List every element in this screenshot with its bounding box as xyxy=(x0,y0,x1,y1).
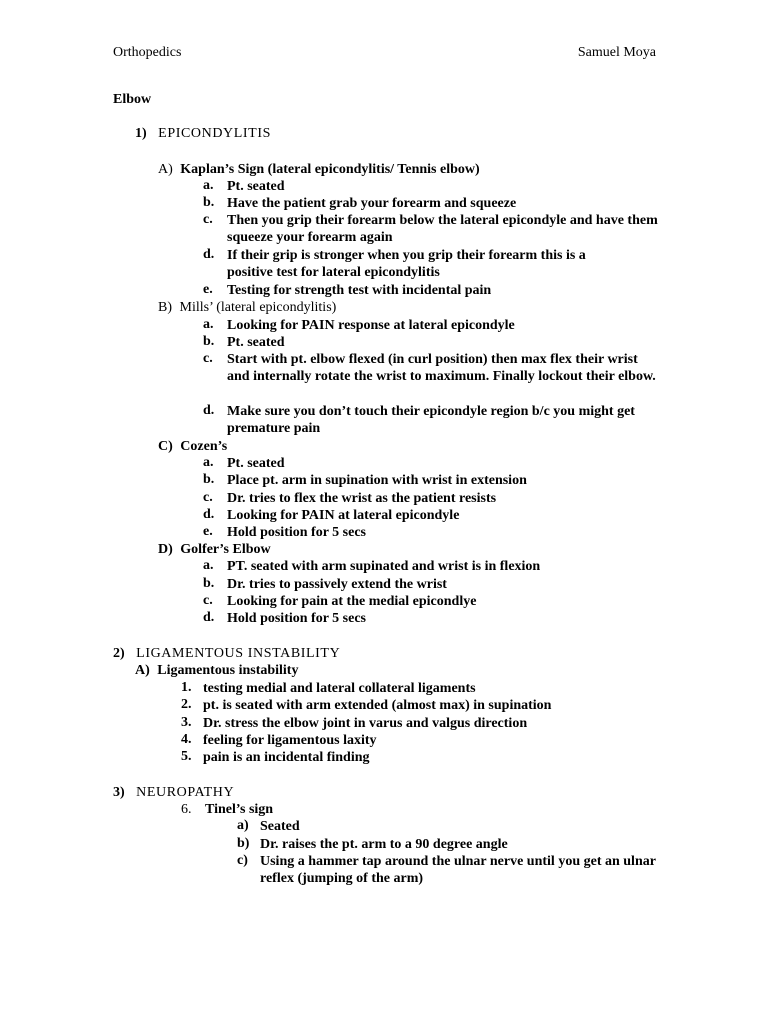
section-heading xyxy=(113,645,340,662)
subsection-marker: C) xyxy=(158,439,173,454)
list-marker: c. xyxy=(203,593,213,608)
list-marker: d. xyxy=(203,247,215,262)
subsection-heading xyxy=(158,541,271,558)
list-text: Place pt. arm in supination with wrist in extension xyxy=(227,473,527,488)
subsection-label: Cozen’s xyxy=(180,439,228,454)
list-text: Dr. tries to flex the wrist as the patient resists xyxy=(227,491,497,506)
list-marker: a. xyxy=(203,558,214,573)
subsection-label: Ligamentous instability xyxy=(157,663,299,678)
subsection-marker: 6. xyxy=(181,802,192,817)
list-text: Start with pt. elbow flexed (in curl position) then max flex their wrist and internally rotate the wrist to maximum. Finally lockout their elbow. xyxy=(227,352,656,385)
list-marker: e. xyxy=(203,524,213,539)
subsection-heading xyxy=(158,161,480,178)
list-text: Seated xyxy=(260,819,300,834)
list-text: Looking for PAIN response at lateral epicondyle xyxy=(227,318,515,333)
subsection-label: Kaplan’s Sign (lateral epicondylitis/ Tennis elbow) xyxy=(180,162,480,177)
section-number: 3) xyxy=(113,785,125,800)
subsection-marker: D) xyxy=(158,542,173,557)
list-text: Hold position for 5 secs xyxy=(227,611,366,626)
subsection-marker: A) xyxy=(158,162,173,177)
list-marker: c. xyxy=(203,212,213,227)
list-text: Hold position for 5 secs xyxy=(227,525,366,540)
subsection-label: Mills’ (lateral epicondylitis) xyxy=(179,300,337,315)
list-text: Have the patient grab your forearm and squeeze xyxy=(227,196,517,211)
list-text: Looking for pain at the medial epicondlye xyxy=(227,594,477,609)
list-text: PT. seated with arm supinated and wrist is in flexion xyxy=(227,559,541,574)
document-title: Elbow xyxy=(113,92,152,107)
subsection-label: Tinel’s sign xyxy=(205,802,274,817)
section-label: LIGAMENTOUS INSTABILITY xyxy=(136,646,341,661)
list-text: Testing for strength test with incidental pain xyxy=(227,283,492,298)
list-marker: 4. xyxy=(181,732,192,747)
list-text: Make sure you don’t touch their epicondyle region b/c you might get premature pain xyxy=(227,404,635,437)
list-marker: a. xyxy=(203,178,214,193)
section-number: 1) xyxy=(135,126,147,141)
section-heading xyxy=(135,125,271,142)
list-marker: b. xyxy=(203,195,215,210)
list-marker: e. xyxy=(203,282,213,297)
list-marker: b) xyxy=(237,836,250,851)
section-label: EPICONDYLITIS xyxy=(158,126,271,141)
subsection-marker: B) xyxy=(158,300,172,315)
section-label: NEUROPATHY xyxy=(136,785,235,800)
list-text: Dr. raises the pt. arm to a 90 degree angle xyxy=(260,837,508,852)
list-marker: c) xyxy=(237,853,248,868)
list-marker: a. xyxy=(203,317,214,332)
subsection-label: Golfer’s Elbow xyxy=(180,542,271,557)
list-marker: d. xyxy=(203,610,215,625)
list-text: testing medial and lateral collateral ligaments xyxy=(203,681,476,696)
list-marker: b. xyxy=(203,576,215,591)
list-marker: a. xyxy=(203,455,214,470)
header-course: Orthopedics xyxy=(113,45,182,60)
list-marker: c. xyxy=(203,351,213,366)
list-marker: b. xyxy=(203,334,215,349)
list-text: Looking for PAIN at lateral epicondyle xyxy=(227,508,460,523)
list-text: feeling for ligamentous laxity xyxy=(203,733,377,748)
section-number: 2) xyxy=(113,646,125,661)
list-text: Pt. seated xyxy=(227,335,285,350)
header-author: Samuel Moya xyxy=(577,45,656,60)
list-text: Pt. seated xyxy=(227,179,285,194)
subsection-heading xyxy=(158,299,336,316)
list-marker: a) xyxy=(237,818,249,833)
subsection-heading xyxy=(181,801,273,818)
list-marker: c. xyxy=(203,490,213,505)
subsection-marker: A) xyxy=(135,663,150,678)
list-text: Using a hammer tap around the ulnar nerve until you get an ulnar reflex (jumping of the arm) xyxy=(260,854,656,887)
list-text: Dr. tries to passively extend the wrist xyxy=(227,577,447,592)
list-marker: 1. xyxy=(181,680,192,695)
list-marker: d. xyxy=(203,507,215,522)
list-text: Then you grip their forearm below the lateral epicondyle and have them squeeze your forearm again xyxy=(227,213,658,246)
list-marker: b. xyxy=(203,472,215,487)
list-text: Pt. seated xyxy=(227,456,285,471)
list-marker: 5. xyxy=(181,749,192,764)
list-text: Dr. stress the elbow joint in varus and valgus direction xyxy=(203,716,528,731)
list-marker: d. xyxy=(203,403,215,418)
section-heading xyxy=(113,784,234,801)
subsection-heading xyxy=(135,662,298,679)
list-text: pt. is seated with arm extended (almost max) in supination xyxy=(203,698,552,713)
list-text: pain is an incidental finding xyxy=(203,750,370,765)
list-text: If their grip is stronger when you grip their forearm this is a positive test for lateral epicondylitis xyxy=(227,248,586,281)
list-marker: 3. xyxy=(181,715,192,730)
list-marker: 2. xyxy=(181,697,192,712)
subsection-heading xyxy=(158,438,227,455)
